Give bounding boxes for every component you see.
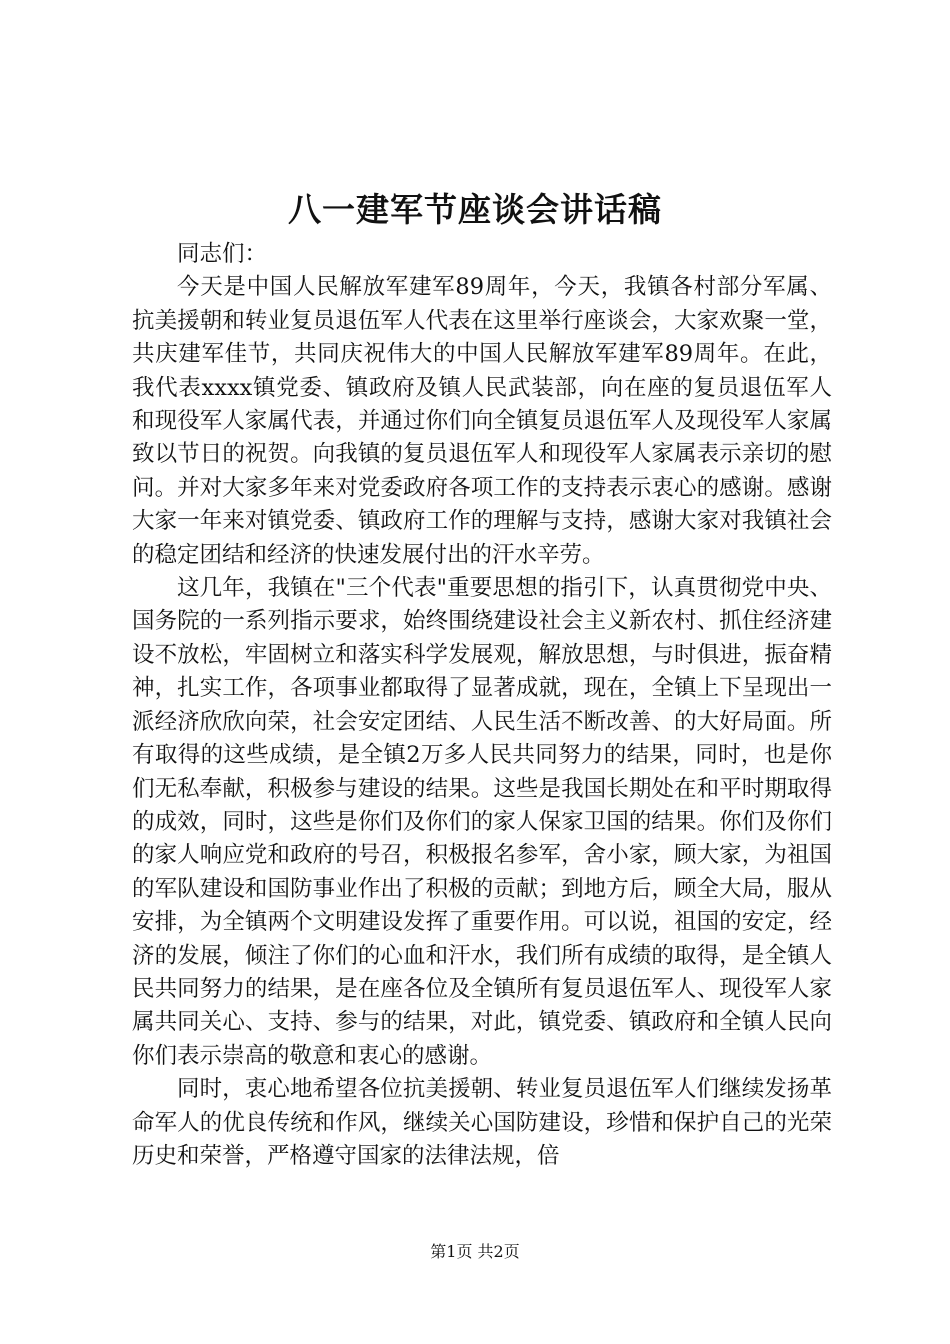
document-title: 八一建军节座谈会讲话稿 [288,190,662,229]
paragraph-2: 这几年，我镇在"三个代表"重要思想的指引下，认真贯彻党中央、国务院的一系列指示要求，始终围绕建设社会主义新农村、抓住经济建设不放松，牢固树立和落实科学发展观，解放思想，与时俱进，振奋精神，扎实工作，各项事业都取得了显著成就，现在，全镇上下呈现出一派经济欣欣向荣，社会安定团结、人民生活不断改善、的大好局面。所有取得的这些成绩，是全镇2万多人民共同努力的结果，同时，也是你们无私奉献，积极参与建设的结果。这些是我国长期处在和平时期取得的成效，同时，这些是你们及你们的家人保家卫国的结果。你们及你们的家人响应党和政府的号召，积极报名参军，舍小家，顾大家，为祖国的军队建设和国防事业作出了积极的贡献；到地方后，顾全大局，服从安排，为全镇两个文明建设发挥了重要作用。可以说，祖国的安定，经济的发展，倾注了你们的心血和汗水，我们所有成绩的取得，是全镇人民共同努力的结果，是在座各位及全镇所有复员退伍军人、现役军人家属共同关心、支持、参与的结果，对此，镇党委、镇政府和全镇人民向你们表示崇高的敬意和衷心的感谢。 [132,575,832,1069]
paragraph-3: 同时，衷心地希望各位抗美援朝、转业复员退伍军人们继续发扬革命军人的优良传统和作风，继续关心国防建设，珍惜和保护自己的光荣历史和荣誉，严格遵守国家的法律法规，倍 [132,1076,832,1169]
paragraph-1: 今天是中国人民解放军建军89周年，今天，我镇各村部分军属、抗美援朝和转业复员退伍军人代表在这里举行座谈会，大家欢聚一堂，共庆建军佳节，共同庆祝伟大的中国人民解放军建军89周年。在此，我代表xxxx镇党委、镇政府及镇人民武装部，向在座的复员退伍军人和现役军人家属代表，并通过你们向全镇复员退伍军人及现役军人家属致以节日的祝贺。向我镇的复员退伍军人和现役军人家属表示亲切的慰问。并对大家多年来对党委政府各项工作的支持表示衷心的感谢。感谢大家一年来对镇党委、镇政府工作的理解与支持，感谢大家对我镇社会的稳定团结和经济的快速发展付出的汗水辛劳。 [132,274,832,568]
document-body [132,238,832,1173]
greeting: 同志们： [177,241,268,267]
page-footer: 第1页 共2页 [430,1242,520,1261]
